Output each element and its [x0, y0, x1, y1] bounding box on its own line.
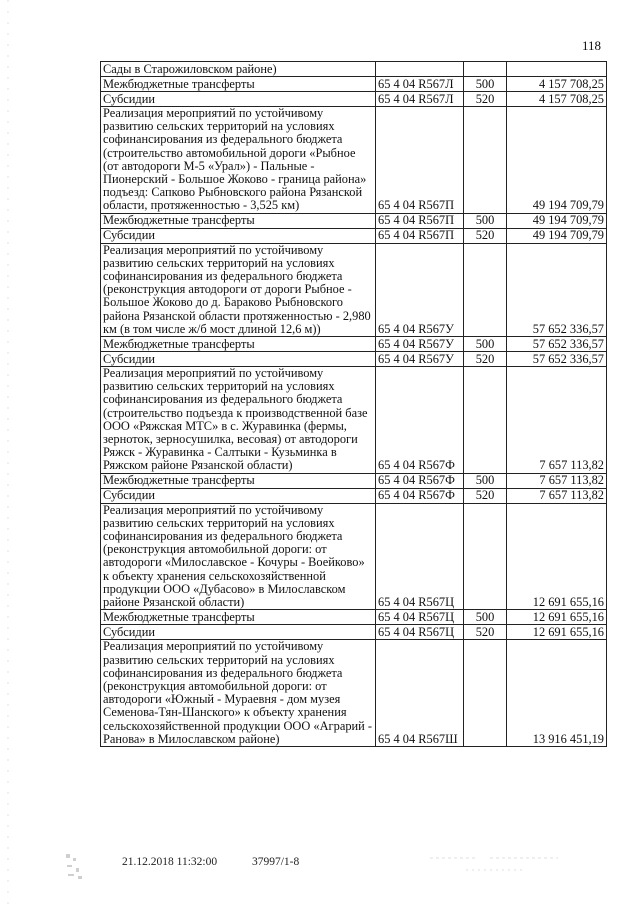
row-name-cell: Реализация мероприятий по устойчивому развитию сельских территорий на условиях софинансирования из федерального бюджета (реконструкция автомобильной дороги: от автодороги «Милославское - Кочуры - Воейково» к объекту хранения сельскохозяйственной продукции ООО «Дубасово» в Милославском районе Рязанской области): [101, 503, 376, 610]
row-name-cell: Реализация мероприятий по устойчивому развитию сельских территорий на условиях софинансирования из федерального бюджета (реконструкция автомобильной дороги: от автодороги «Южный - Мураевня - дом музея Семенова-Тян-Шанского» к объекту хранения сельскохозяйственной продукции ООО «Аграрий - Ранова» в Милославском районе): [101, 640, 376, 747]
row-code-cell: 65 4 04 R567Л: [376, 92, 464, 107]
row-code-cell: 65 4 04 R567У: [376, 337, 464, 352]
row-name-cell: Субсидии: [101, 352, 376, 367]
footer: [122, 856, 331, 868]
row-code-cell: 65 4 04 R567П: [376, 213, 464, 228]
row-expense-type-cell: 500: [464, 213, 507, 228]
scan-faint-stamp: [426, 852, 566, 880]
footer-doc-number: 37997/1-8: [251, 856, 300, 868]
row-sum-cell: 12 691 655,16: [507, 503, 607, 610]
row-code-cell: 65 4 04 R567Ш: [376, 640, 464, 747]
row-expense-type-cell: 520: [464, 92, 507, 107]
row-sum-cell: 57 652 336,57: [507, 243, 607, 336]
row-name-cell: Межбюджетные трансферты: [101, 337, 376, 352]
row-expense-type-cell: 520: [464, 352, 507, 367]
row-sum-cell: 4 157 708,25: [507, 77, 607, 92]
row-sum-cell: 57 652 336,57: [507, 337, 607, 352]
budget-table: [100, 61, 607, 747]
footer-datetime: 21.12.2018 11:32:00: [122, 856, 218, 868]
row-name-cell: Субсидии: [101, 488, 376, 503]
row-name-cell: Межбюджетные трансферты: [101, 610, 376, 625]
row-code-cell: 65 4 04 R567Ф: [376, 473, 464, 488]
row-code-cell: 65 4 04 R567У: [376, 352, 464, 367]
row-expense-type-cell: 520: [464, 228, 507, 243]
row-sum-cell: 12 691 655,16: [507, 625, 607, 640]
row-expense-type-cell: [464, 62, 507, 77]
row-name-cell: Межбюджетные трансферты: [101, 473, 376, 488]
table-row: [101, 107, 607, 214]
row-code-cell: 65 4 04 R567У: [376, 243, 464, 336]
row-sum-cell: 4 157 708,25: [507, 92, 607, 107]
row-sum-cell: [507, 62, 607, 77]
row-sum-cell: 49 194 709,79: [507, 228, 607, 243]
row-code-cell: 65 4 04 R567П: [376, 107, 464, 214]
table-row: [101, 213, 607, 228]
row-name-cell: Реализация мероприятий по устойчивому развитию сельских территорий на условиях софинансирования из федерального бюджета (реконструкция автодороги от дороги Рыбное - Большое Жоково до д. Бараково Рыбновского района Рязанской области протяженностью - 2,980 км (в том числе ж/б мост длиной 12,6 м)): [101, 243, 376, 336]
row-expense-type-cell: [464, 640, 507, 747]
scan-stamp-mark: [64, 852, 86, 882]
row-code-cell: 65 4 04 R567Ф: [376, 367, 464, 474]
row-code-cell: 65 4 04 R567П: [376, 228, 464, 243]
row-sum-cell: 7 657 113,82: [507, 488, 607, 503]
row-sum-cell: 7 657 113,82: [507, 473, 607, 488]
row-name-cell: Реализация мероприятий по устойчивому развитию сельских территорий на условиях софинансирования из федерального бюджета (строительство подъезда к производственной базе ООО «Ряжская МТС» в с. Журавинка (фермы, зерноток, зерносушилка, весовая) от автодороги Ряжск - Журавинка - Салтыки - Кузьминка в Ряжском районе Рязанской области): [101, 367, 376, 474]
table-row: [101, 640, 607, 747]
row-expense-type-cell: 500: [464, 610, 507, 625]
row-expense-type-cell: 500: [464, 473, 507, 488]
row-sum-cell: 13 916 451,19: [507, 640, 607, 747]
row-sum-cell: 49 194 709,79: [507, 213, 607, 228]
row-code-cell: [376, 62, 464, 77]
table-row: [101, 77, 607, 92]
row-expense-type-cell: [464, 367, 507, 474]
table-row: [101, 625, 607, 640]
table-row: [101, 62, 607, 77]
row-expense-type-cell: 520: [464, 488, 507, 503]
table-row: [101, 92, 607, 107]
row-name-cell: Субсидии: [101, 228, 376, 243]
budget-table-body: [101, 62, 607, 747]
row-name-cell: Субсидии: [101, 625, 376, 640]
table-row: [101, 352, 607, 367]
table-row: [101, 243, 607, 336]
row-expense-type-cell: 500: [464, 77, 507, 92]
row-expense-type-cell: 500: [464, 337, 507, 352]
page-number: 118: [582, 38, 602, 53]
row-code-cell: 65 4 04 R567Ц: [376, 610, 464, 625]
row-expense-type-cell: 520: [464, 625, 507, 640]
row-name-cell: Сады в Старожиловском районе): [101, 62, 376, 77]
row-sum-cell: 7 657 113,82: [507, 367, 607, 474]
table-row: [101, 473, 607, 488]
row-code-cell: 65 4 04 R567Ц: [376, 625, 464, 640]
table-row: [101, 610, 607, 625]
scan-margin-marks: [6, 0, 10, 905]
row-expense-type-cell: [464, 107, 507, 214]
row-name-cell: Межбюджетные трансферты: [101, 213, 376, 228]
row-expense-type-cell: [464, 243, 507, 336]
row-expense-type-cell: [464, 503, 507, 610]
row-sum-cell: 12 691 655,16: [507, 610, 607, 625]
table-row: [101, 488, 607, 503]
row-code-cell: 65 4 04 R567Ц: [376, 503, 464, 610]
table-row: [101, 503, 607, 610]
row-code-cell: 65 4 04 R567Л: [376, 77, 464, 92]
table-row: [101, 337, 607, 352]
row-name-cell: Реализация мероприятий по устойчивому развитию сельских территорий на условиях софинансирования из федерального бюджета (строительство автомобильной дороги «Рыбное (от автодороги М-5 «Урал») - Пальные - Пионерский - Большое Жоково - граница района» подъезд: Сапково Рыбновского района Рязанской области, протяженностью - 3,525 км): [101, 107, 376, 214]
table-row: [101, 228, 607, 243]
row-name-cell: Субсидии: [101, 92, 376, 107]
row-sum-cell: 49 194 709,79: [507, 107, 607, 214]
row-code-cell: 65 4 04 R567Ф: [376, 488, 464, 503]
table-row: [101, 367, 607, 474]
row-name-cell: Межбюджетные трансферты: [101, 77, 376, 92]
row-sum-cell: 57 652 336,57: [507, 352, 607, 367]
